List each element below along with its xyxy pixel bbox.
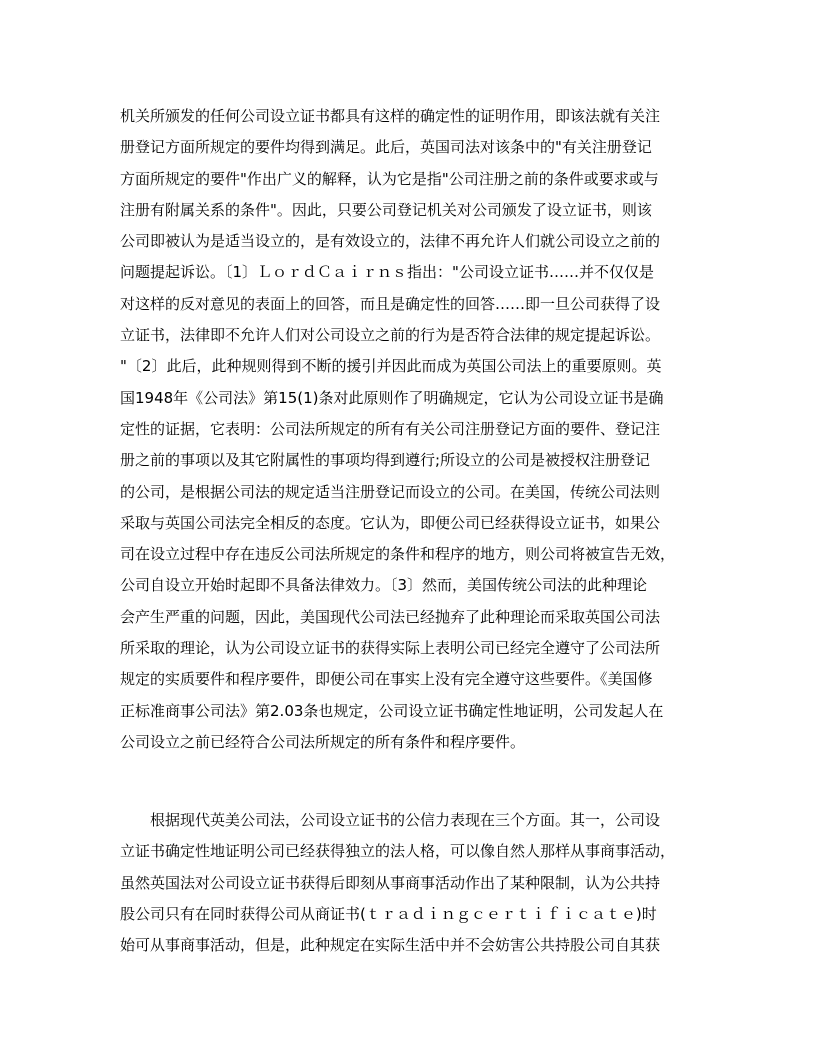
- text-line: 公司设立之前已经符合公司法所规定的所有条件和程序要件。: [120, 732, 526, 751]
- text-line: 股公司只有在同时获得公司从商证书(ｔｒａｄｉｎｇｃｅｒｔｉｆｉｃａｔｅ)时: [120, 904, 657, 923]
- text-line: "〔2〕此后，此种规则得到不断的援引并因此而成为英国公司法上的重要原则。英: [120, 357, 662, 376]
- text-line: 问题提起诉讼。〔1〕ＬｏｒｄＣａｉｒｎｓ指出："公司设立证书……并不仅仅是: [120, 263, 654, 282]
- paragraph-2: [120, 805, 708, 961]
- text-line: 公司即被认为是适当设立的，是有效设立的，法律不再允许人们就公司设立之前的: [120, 232, 661, 251]
- text-line: 立证书，法律即不允许人们对公司设立之前的行为是否符合法律的规定提起诉讼。: [120, 326, 661, 345]
- paragraph-1: [120, 101, 708, 758]
- text-line: 方面所规定的要件"作出广义的解释，认为它是指"公司注册之前的条件或要求或与: [120, 169, 659, 188]
- text-line: 正标准商事公司法》第2.03条也规定，公司设立证书确定性地证明，公司发起人在: [120, 701, 664, 720]
- text-line: 机关所颁发的任何公司设立证书都具有这样的确定性的证明作用，即该法就有关注: [120, 107, 661, 125]
- text-line: 规定的实质要件和程序要件，即便公司在事实上没有完全遵守这些要件。《美国修: [120, 670, 653, 689]
- text-line: 定性的证据，它表明：公司法所规定的所有有关公司注册登记方面的要件、登记注: [120, 419, 661, 438]
- text-line: 注册有附属关系的条件"。因此，只要公司登记机关对公司颁发了设立证书，则该: [120, 200, 652, 219]
- text-line: 所采取的理论，认为公司设立证书的获得实际上表明公司已经完全遵守了公司法所: [120, 639, 661, 658]
- text-line: 司在设立过程中存在违反公司法所规定的条件和程序的地方，则公司将被宣告无效，: [120, 545, 676, 564]
- text-line: 立证书确定性地证明公司已经获得独立的法人格，可以像自然人那样从事商事活动，: [120, 842, 676, 861]
- text-line: 会产生严重的问题，因此，美国现代公司法已经抛弃了此种理论而采取英国公司法: [120, 607, 661, 626]
- text-line: 公司自设立开始时起即不具备法律效力。〔3〕然而，美国传统公司法的此种理论: [120, 576, 648, 595]
- text-line: 国1948年《公司法》第15(1)条对此原则作了明确规定，它认为公司设立证书是确: [120, 388, 664, 407]
- text-line: 虽然英国法对公司设立证书获得后即刻从事商事活动作出了某种限制，认为公共持: [120, 873, 661, 892]
- text-line: 的公司，是根据公司法的规定适当注册登记而设立的公司。在美国，传统公司法则: [120, 482, 661, 501]
- text-line: 采取与英国公司法完全相反的态度。它认为，即便公司已经获得设立证书，如果公: [120, 513, 661, 532]
- text-line: 对这样的反对意见的表面上的回答，而且是确定性的回答……即一旦公司获得了设: [120, 294, 661, 313]
- text-line: 册之前的事项以及其它附属性的事项均得到遵行;所设立的公司是被授权注册登记: [120, 451, 651, 470]
- text-line: 册登记方面所规定的要件均得到满足。此后，英国司法对该条中的"有关注册登记: [120, 138, 652, 157]
- text-line: 根据现代英美公司法，公司设立证书的公信力表现在三个方面。其一，公司设: [120, 811, 661, 829]
- text-line: 始可从事商事活动，但是，此种规定在实际生活中并不会妨害公共持股公司自其获: [120, 936, 661, 955]
